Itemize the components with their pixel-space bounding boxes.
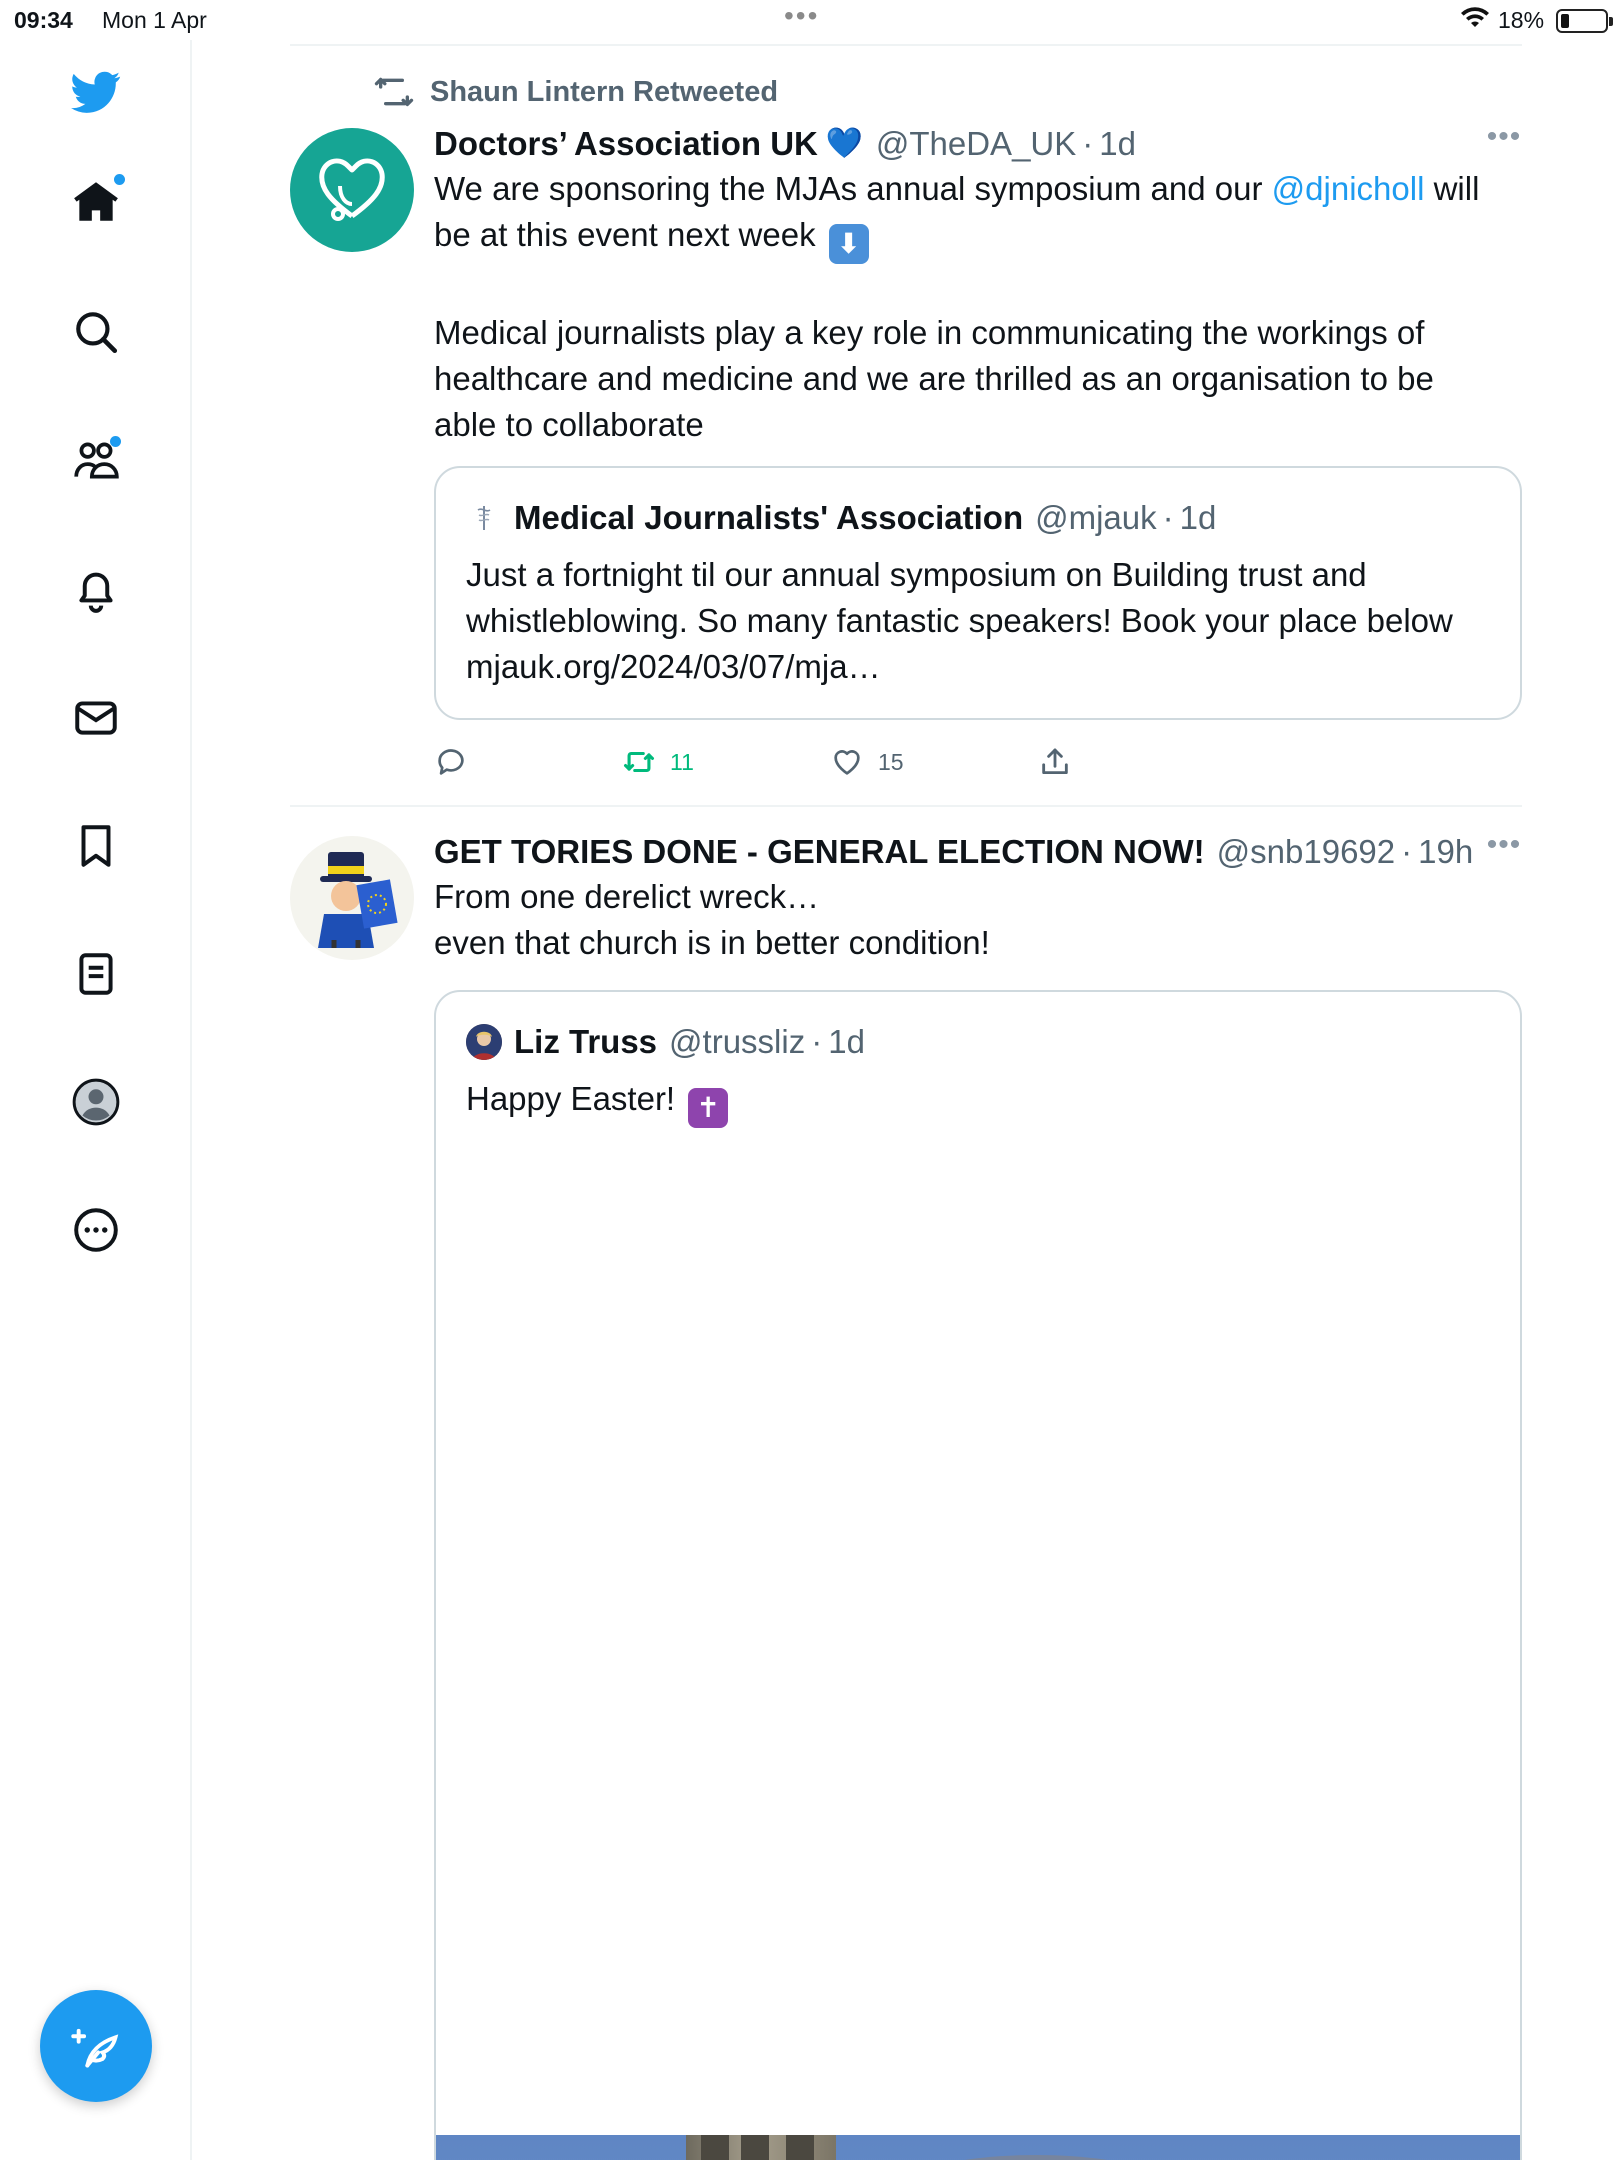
tweet-age[interactable]: 19h [1418, 833, 1474, 870]
retweet-count: 11 [670, 748, 694, 775]
stethoscope-heart-logo [290, 128, 414, 252]
retweeted-by-label: Shaun Lintern Retweeted [430, 75, 779, 108]
quoted-tweet-liz-truss[interactable] [434, 990, 1522, 2160]
messages-mail-icon [71, 693, 121, 743]
nav-search[interactable] [60, 296, 132, 368]
text-line: healthcare and medicine and we are thrilled as an organisation to be [434, 360, 1434, 397]
down-arrow-emoji: ⬇ [829, 224, 869, 264]
quoted-tweet-header [466, 1020, 865, 1064]
retweet-button[interactable] [622, 742, 694, 782]
nav-lists[interactable] [60, 938, 132, 1010]
tweet-header [434, 122, 1522, 166]
text-line: able to collaborate [434, 406, 704, 443]
tweet-header [434, 830, 1522, 874]
quoted-tweet-text [466, 552, 1490, 690]
nav-communities[interactable] [60, 424, 132, 496]
avatar-mja [466, 500, 502, 536]
nav-more[interactable] [60, 1194, 132, 1266]
tweet-text [434, 874, 1522, 966]
lists-icon [71, 949, 121, 999]
quoted-author-handle[interactable]: @trussliz [669, 1023, 806, 1060]
feed-top-divider [290, 44, 1522, 46]
mention-link[interactable]: @djnicholl [1271, 170, 1425, 207]
reply-button[interactable] [434, 742, 482, 782]
quoted-tweet-age[interactable]: 1d [828, 1023, 865, 1060]
separator-dot: · [811, 1023, 823, 1060]
heart-icon [830, 745, 864, 779]
author-handle[interactable]: @snb19692 [1216, 833, 1396, 870]
status-time: 09:34 [14, 7, 73, 33]
quoted-tweet-photo[interactable] [436, 2135, 1522, 2160]
quoted-tweet-header [466, 496, 1216, 540]
battery-icon [1556, 9, 1608, 33]
more-options-icon[interactable]: ••• [1486, 120, 1522, 153]
like-count: 15 [878, 748, 904, 775]
nav-bookmarks[interactable] [60, 810, 132, 882]
compose-feather-icon [70, 2020, 122, 2072]
status-date: Mon 1 Apr [102, 7, 207, 33]
avatar-snb19692[interactable] [290, 836, 414, 960]
bookmarks-icon [71, 821, 121, 871]
text-line: even that church is in better condition! [434, 924, 990, 961]
separator-dot: · [1082, 125, 1094, 162]
wifi-icon [1460, 6, 1490, 30]
text-line: Medical journalists play a key role in communicating the workings of [434, 314, 1425, 351]
text-line: From one derelict wreck… [434, 878, 820, 915]
text-line: will [1424, 170, 1480, 207]
home-icon [71, 177, 121, 227]
quoted-author-name[interactable]: Liz Truss [514, 1023, 658, 1060]
quoted-tweet-age[interactable]: 1d [1179, 499, 1217, 536]
sidebar-nav [0, 40, 192, 2160]
tweet-text [434, 166, 1522, 448]
nav-messages[interactable] [60, 682, 132, 754]
author-handle[interactable]: @TheDA_UK [875, 125, 1077, 162]
nav-profile[interactable] [60, 1066, 132, 1138]
status-bar [0, 0, 1620, 40]
quoted-tweet-mja[interactable] [434, 466, 1522, 720]
text-line: mjauk.org/2024/03/07/mja… [466, 648, 881, 685]
tweet-content [434, 830, 1522, 966]
cartoon-avatar [290, 836, 414, 960]
retweet-icon [622, 745, 656, 779]
share-icon [1038, 745, 1072, 779]
tweet-age[interactable]: 1d [1099, 125, 1136, 162]
retweet-icon [374, 72, 414, 112]
tweet-actions [434, 742, 1134, 782]
text-line: We are sponsoring the MJAs annual symposium and our [434, 170, 1272, 207]
text-line: Happy Easter! [466, 1080, 685, 1117]
separator-dot: · [1401, 833, 1413, 870]
latin-cross-emoji: ✝ [688, 1088, 728, 1128]
reply-icon [434, 745, 468, 779]
nav-home[interactable] [60, 166, 132, 238]
home-badge-dot [114, 174, 125, 185]
more-options-icon[interactable]: ••• [1486, 828, 1522, 861]
like-button[interactable] [830, 742, 904, 782]
search-icon [71, 307, 121, 357]
tweet-content [434, 122, 1522, 448]
quoted-author-name[interactable]: Medical Journalists' Association [514, 499, 1024, 536]
share-button[interactable] [1038, 742, 1086, 782]
twitter-bird-icon[interactable] [60, 56, 132, 128]
text-line: whistleblowing. So many fantastic speakers! Book your place below [466, 602, 1453, 639]
notifications-bell-icon [71, 565, 121, 615]
church-lamb-photo [436, 2135, 1522, 2160]
quoted-tweet-text [466, 1076, 1490, 1128]
avatar-doctors-association[interactable] [290, 128, 414, 252]
nav-notifications[interactable] [60, 554, 132, 626]
battery-percentage: 18% [1498, 7, 1545, 33]
avatar-liz-truss [466, 1024, 502, 1060]
text-line: Just a fortnight til our annual symposium on Building trust and [466, 556, 1367, 593]
separator-dot: · [1162, 499, 1174, 536]
compose-tweet-button[interactable] [40, 1990, 152, 2102]
author-name[interactable]: GET TORIES DONE - GENERAL ELECTION NOW! [434, 833, 1205, 870]
retweeted-by-row[interactable] [374, 72, 778, 112]
text-line: be at this event next week [434, 216, 825, 253]
author-name[interactable]: Doctors’ Association UK [434, 125, 818, 162]
blue-heart-icon: 💙 [825, 127, 864, 160]
multitasking-dots[interactable]: ••• [784, 0, 820, 31]
communities-badge-dot [110, 436, 121, 447]
more-circle-icon [71, 1205, 121, 1255]
profile-avatar-icon [71, 1077, 121, 1127]
tweet-divider [290, 805, 1522, 807]
quoted-author-handle[interactable]: @mjauk [1035, 499, 1157, 536]
